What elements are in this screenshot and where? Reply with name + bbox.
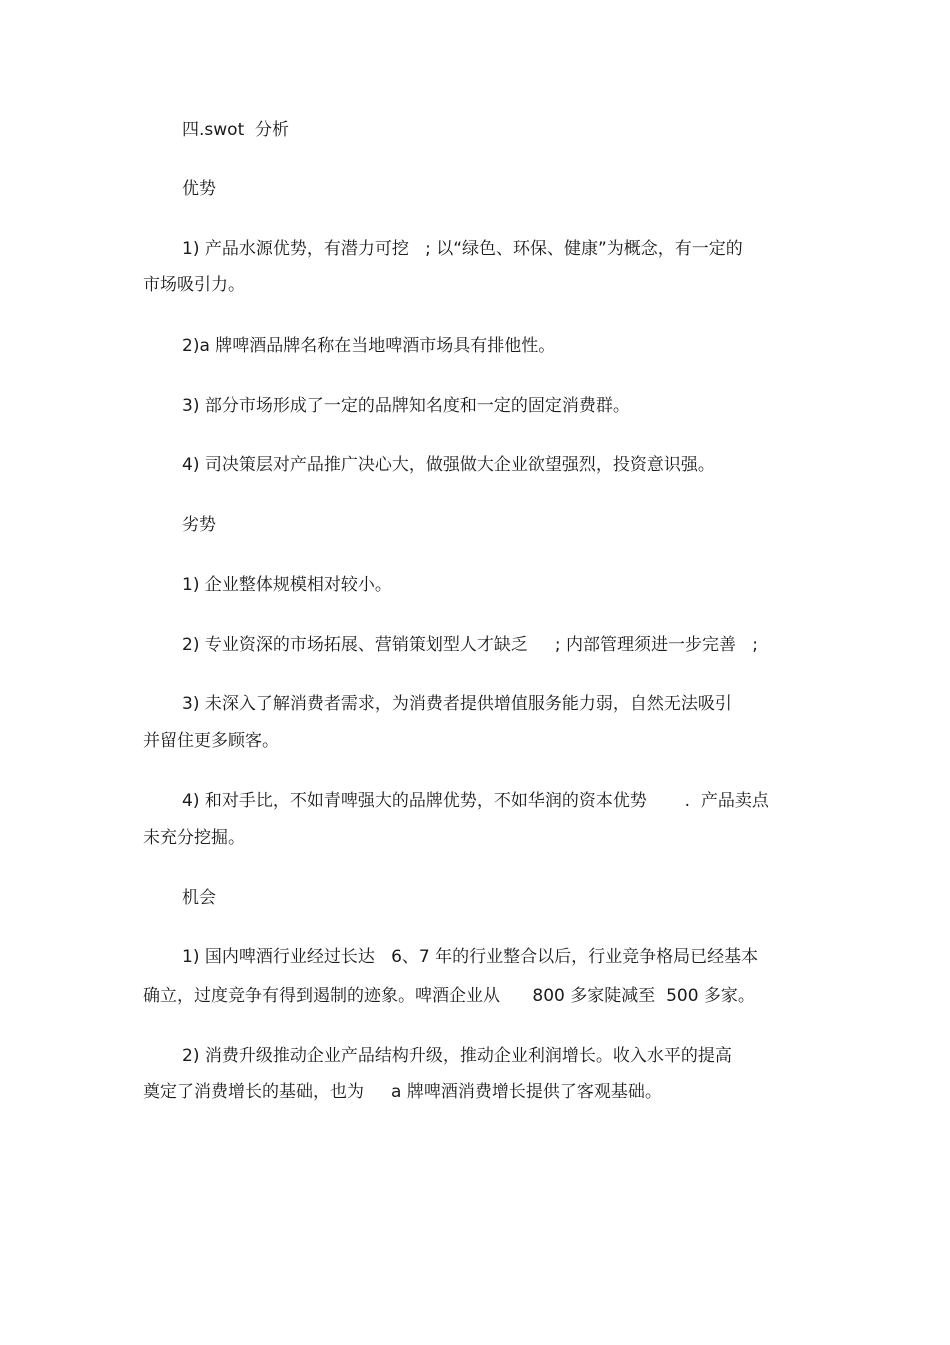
weakness-item-1: 1) 企业整体规模相对较小。 [182,575,392,595]
opportunity-item-1-line-2: 确立，过度竞争有得到遏制的迹象。啤酒企业从 800 多家陡减至 500 多家。 [143,986,755,1006]
opportunity-item-2-line-2: 奠定了消费增长的基础，也为 a 牌啤酒消费增长提供了客观基础。 [143,1082,662,1102]
section-title: 四.swot 分析 [182,120,290,140]
opportunity-item-1-line-1: 1) 国内啤酒行业经过长达 6、7 年的行业整合以后，行业竞争格局已经基本 [182,947,759,967]
opportunity-item-2-line-1: 2) 消费升级推动企业产品结构升级，推动企业利润增长。收入水平的提高 [182,1046,732,1066]
weakness-item-2: 2) 专业资深的市场拓展、营销策划型人才缺乏 ; 内部管理须进一步完善 ; [182,635,758,655]
weakness-item-4-line-1: 4) 和对手比，不如青啤强大的品牌优势，不如华润的资本优势 . 产品卖点 [182,791,769,811]
weakness-item-3-line-2: 并留住更多顾客。 [143,731,279,751]
weaknesses-heading: 劣势 [182,515,216,535]
strength-item-3: 3) 部分市场形成了一定的品牌知名度和一定的固定消费群。 [182,396,630,416]
strength-item-1-line-2: 市场吸引力。 [143,275,245,295]
weakness-item-4-line-2: 未充分挖掘。 [143,828,245,848]
weakness-item-3-line-1: 3) 未深入了解消费者需求，为消费者提供增值服务能力弱，自然无法吸引 [182,694,732,714]
strength-item-4: 4) 司决策层对产品推广决心大，做强做大企业欲望强烈，投资意识强。 [182,455,715,475]
opportunities-heading: 机会 [182,888,216,908]
strengths-heading: 优势 [182,179,216,199]
strength-item-1-line-1: 1) 产品水源优势，有潜力可挖 ; 以“绿色、环保、健康”为概念，有一定的 [182,239,743,259]
strength-item-2: 2)a 牌啤酒品牌名称在当地啤酒市场具有排他性。 [182,336,556,356]
